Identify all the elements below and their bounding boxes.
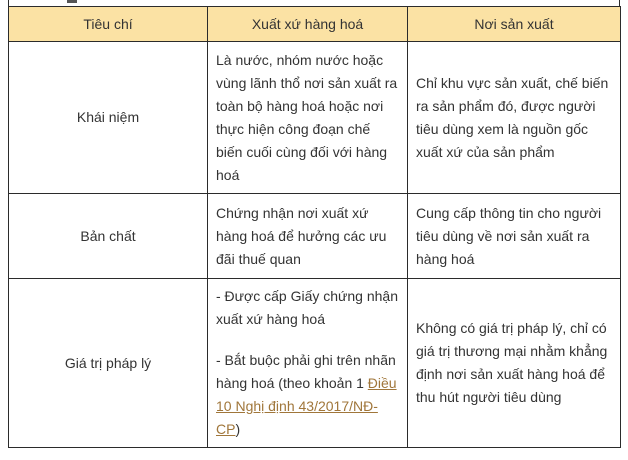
labeling-text-prefix: - Bắt buộc phải ghi trên nhãn hàng hoá (theo khoản 1: [216, 352, 396, 391]
header-origin-of-goods: Xuất xứ hàng hoá: [208, 7, 408, 42]
labeling-text-suffix: ): [235, 421, 241, 437]
comparison-table: [8, 6, 621, 448]
header-place-of-production: Nơi sản xuất: [408, 7, 621, 42]
origin-point-labeling: [216, 349, 399, 441]
place-cell: Cung cấp thông tin cho người tiêu dùng về nơi sản xuất ra hàng hoá: [408, 194, 621, 279]
header-criterion: Tiêu chí: [9, 7, 208, 42]
place-cell: Không có giá trị pháp lý, chỉ có giá trị thương mại nhằm khẳng định nơi sản xuất hàng hoá để thu hút người tiêu dùng: [408, 279, 621, 448]
criterion-cell: Khái niệm: [9, 42, 208, 194]
criterion-cell: Giá trị pháp lý: [9, 279, 208, 448]
previous-table-text-fragment: [67, 0, 77, 3]
origin-point-certificate: - Được cấp Giấy chứng nhận xuất xứ hàng hoá: [216, 288, 399, 327]
table-row-legal-value: [9, 279, 621, 448]
origin-cell: [208, 279, 408, 448]
table-row-nature: [9, 194, 621, 279]
criterion-cell: Bản chất: [9, 194, 208, 279]
table-header-row: [9, 7, 621, 42]
origin-cell: Là nước, nhóm nước hoặc vùng lãnh thổ nơi sản xuất ra toàn bộ hàng hoá hoặc nơi thực hiện công đoạn chế biến cuối cùng đối với hàng hoá: [208, 42, 408, 194]
table-row-concept: [9, 42, 621, 194]
decree-link[interactable]: Điều 10 Nghị định 43/2017/NĐ-CP: [216, 375, 397, 437]
place-cell: Chỉ khu vực sản xuất, chế biến ra sản phẩm đó, được người tiêu dùng xem là nguồn gốc xuất xứ của sản phẩm: [408, 42, 621, 194]
origin-cell: Chứng nhận nơi xuất xứ hàng hoá để hưởng các ưu đãi thuế quan: [208, 194, 408, 279]
